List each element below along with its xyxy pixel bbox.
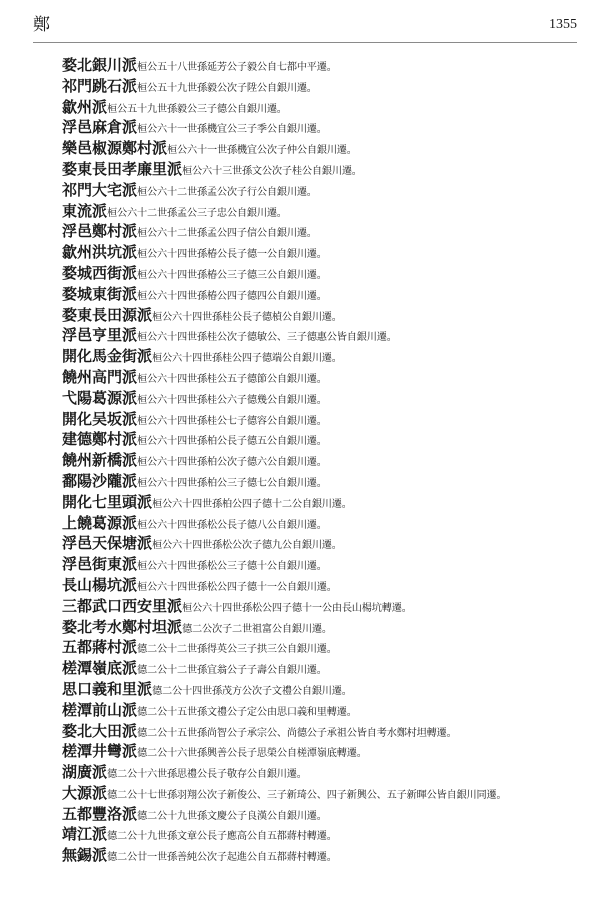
branch-origin-note: 桓公六十四世孫柏公次子德六公自銀川遷。 <box>137 457 327 469</box>
lineage-entry <box>62 429 582 450</box>
lineage-entry <box>62 700 582 721</box>
branch-origin-note: 桓公六十二世孫孟公三子忠公自銀川遷。 <box>107 207 287 219</box>
lineage-entry-list <box>62 55 582 866</box>
lineage-entry <box>62 617 582 638</box>
branch-origin-note: 德二公十二世孫宜翁公子子壽公自銀川遷。 <box>137 665 327 677</box>
branch-name: 建德鄭村派 <box>62 430 138 449</box>
branch-name: 饒州新橋派 <box>62 451 138 470</box>
lineage-entry <box>62 305 582 326</box>
lineage-entry <box>62 783 582 804</box>
branch-name: 樂邑椒源鄭村派 <box>62 139 168 158</box>
branch-name: 婺城西街派 <box>62 263 138 282</box>
branch-origin-note: 德二公十七世孫羽翔公次子新俊公、三子新琦公、四子新興公、五子新暉公皆自銀川同遷。 <box>107 789 507 801</box>
branch-origin-note: 桓公六十四世孫椿公三子德三公自銀川遷。 <box>137 269 327 281</box>
lineage-entry <box>62 575 582 596</box>
branch-origin-note: 德二公十九世孫文章公長子應高公自五都蔣村轉遷。 <box>107 831 337 843</box>
branch-origin-note: 桓公六十四世孫桂公七子德容公自銀川遷。 <box>137 415 327 427</box>
lineage-entry <box>62 741 582 762</box>
lineage-entry <box>62 284 582 305</box>
branch-name: 湖廣派 <box>62 763 108 782</box>
branch-name: 弋陽葛源派 <box>62 388 138 407</box>
branch-name: 東流派 <box>62 201 108 220</box>
lineage-entry <box>62 76 582 97</box>
branch-name: 三都武口西安里派 <box>62 596 183 615</box>
branch-origin-note: 桓公六十四世孫松公四子德十一公自銀川遷。 <box>137 581 337 593</box>
branch-name: 長山楊坑派 <box>62 575 138 594</box>
lineage-entry <box>62 242 582 263</box>
branch-origin-note: 桓公六十四世孫松公次子德九公自銀川遷。 <box>152 540 342 552</box>
branch-name: 浮邑鄭村派 <box>62 222 138 241</box>
lineage-entry <box>62 492 582 513</box>
branch-name: 上饒葛源派 <box>62 513 138 532</box>
branch-name: 婺城東街派 <box>62 284 138 303</box>
branch-origin-note: 德二公十六世孫思禮公長子敬存公自銀川遷。 <box>107 769 307 781</box>
branch-name: 開化吴坂派 <box>62 409 138 428</box>
lineage-entry <box>62 637 582 658</box>
branch-origin-note: 桓公六十四世孫桂公長子德楨公自銀川遷。 <box>152 311 342 323</box>
branch-origin-note: 桓公五十八世孫延芳公子毅公自七都中平遷。 <box>137 62 337 73</box>
branch-origin-note: 桓公六十四世孫柏公長子德五公自銀川遷。 <box>137 436 327 448</box>
lineage-entry <box>62 533 582 554</box>
lineage-entry <box>62 824 582 845</box>
branch-origin-note: 桓公六十二世孫孟公次子行公自銀川遷。 <box>137 186 317 198</box>
lineage-entry <box>62 180 582 201</box>
branch-name: 歙州洪坑派 <box>62 243 138 262</box>
branch-origin-note: 桓公六十四世孫桂公五子德節公自銀川遷。 <box>137 373 327 385</box>
branch-name: 五都蔣村派 <box>62 638 138 657</box>
branch-name: 開化馬金街派 <box>62 347 153 366</box>
lineage-entry <box>62 409 582 430</box>
branch-name: 鄱陽沙隴派 <box>62 471 138 490</box>
branch-name: 歙州派 <box>62 97 108 116</box>
branch-origin-note: 德二公十六世孫興善公長子思榮公自槎潭嶺底轉遷。 <box>137 748 367 760</box>
branch-origin-note: 桓公六十三世孫文公次子桂公自銀川遷。 <box>182 165 362 177</box>
branch-origin-note: 桓公六十四世孫松公四子德十一公由長山楊坑轉遷。 <box>182 602 412 614</box>
branch-origin-note: 德二公十九世孫文慶公子良漢公自銀川遷。 <box>137 810 327 822</box>
branch-origin-note: 桓公六十四世孫松公三子德十公自銀川遷。 <box>137 561 327 573</box>
branch-origin-note: 桓公五十九世孫毅公次子陞公自銀川遷。 <box>137 82 317 94</box>
branch-name: 思口義和里派 <box>62 679 153 698</box>
lineage-entry <box>62 367 582 388</box>
branch-origin-note: 德二公十二世孫得英公三子拱三公自銀川遷。 <box>137 644 337 656</box>
branch-name: 槎潭前山派 <box>62 700 138 719</box>
lineage-entry <box>62 221 582 242</box>
branch-name: 無錫派 <box>62 846 108 865</box>
lineage-entry <box>62 97 582 118</box>
branch-origin-note: 桓公六十四世孫椿公長子德一公自銀川遷。 <box>137 249 327 261</box>
branch-origin-note: 桓公六十四世孫桂公六子德幾公自銀川遷。 <box>137 394 327 406</box>
branch-name: 饒州高門派 <box>62 367 138 386</box>
branch-name: 婺北大田派 <box>62 721 138 740</box>
branch-origin-note: 桓公六十四世孫椿公四子德四公自銀川遷。 <box>137 290 327 302</box>
lineage-entry <box>62 263 582 284</box>
branch-name: 浮邑亨里派 <box>62 326 138 345</box>
header-title: 鄭 <box>33 15 50 35</box>
branch-name: 婺北考水鄭村坦派 <box>62 617 183 636</box>
lineage-entry <box>62 471 582 492</box>
branch-name: 五都豐洛派 <box>62 804 138 823</box>
branch-name: 大源派 <box>62 783 108 802</box>
branch-name: 祁門大宅派 <box>62 180 138 199</box>
running-header <box>33 12 577 43</box>
lineage-entry <box>62 201 582 222</box>
branch-origin-note: 桓公五十九世孫毅公三子德公自銀川遷。 <box>107 103 287 115</box>
branch-name: 槎潭井彎派 <box>62 742 138 761</box>
lineage-entry <box>62 138 582 159</box>
branch-name: 婺北銀川派 <box>62 56 138 74</box>
branch-name: 靖江派 <box>62 825 108 844</box>
branch-name: 浮邑街東派 <box>62 555 138 574</box>
branch-origin-note: 德二公廿一世孫善純公次子起進公自五都蔣村轉遷。 <box>107 852 337 864</box>
branch-name: 祁門跳石派 <box>62 76 138 95</box>
lineage-entry <box>62 845 582 866</box>
branch-origin-note: 桓公六十一世孫機宜公次子仲公自銀川遷。 <box>167 145 357 157</box>
branch-origin-note: 桓公六十一世孫機宜公三子季公自銀川遷。 <box>137 124 327 136</box>
branch-name: 槎潭嶺底派 <box>62 659 138 678</box>
branch-origin-note: 桓公六十二世孫孟公四子信公自銀川遷。 <box>137 228 317 240</box>
branch-name: 浮邑天保塘派 <box>62 534 153 553</box>
branch-origin-note: 桓公六十四世孫柏公三子德七公自銀川遷。 <box>137 477 327 489</box>
lineage-entry <box>62 55 582 76</box>
branch-name: 婺東長田源派 <box>62 305 153 324</box>
branch-origin-note: 德二公十五世孫尚智公子承宗公、尚德公子承祖公皆自考水鄭村坦轉遷。 <box>137 727 457 739</box>
branch-name: 浮邑麻倉派 <box>62 118 138 137</box>
lineage-entry <box>62 596 582 617</box>
lineage-entry <box>62 450 582 471</box>
lineage-entry <box>62 159 582 180</box>
lineage-entry <box>62 804 582 825</box>
branch-name: 開化七里頭派 <box>62 492 153 511</box>
branch-name: 婺東長田孝廉里派 <box>62 159 183 178</box>
lineage-entry <box>62 513 582 534</box>
branch-origin-note: 德二公十四世孫茂方公次子文禮公自銀川遷。 <box>152 685 352 697</box>
lineage-entry <box>62 762 582 783</box>
lineage-entry <box>62 658 582 679</box>
branch-origin-note: 桓公六十四世孫桂公次子德敏公、三子德惠公皆自銀川遷。 <box>137 332 397 344</box>
branch-origin-note: 桓公六十四世孫柏公四子德十二公自銀川遷。 <box>152 498 352 510</box>
lineage-entry <box>62 721 582 742</box>
page-number: 1355 <box>549 17 577 32</box>
lineage-entry <box>62 554 582 575</box>
branch-origin-note: 桓公六十四世孫松公長子德八公自銀川遷。 <box>137 519 327 531</box>
branch-origin-note: 德二公次子二世祖富公自銀川遷。 <box>182 623 332 635</box>
lineage-entry <box>62 388 582 409</box>
branch-origin-note: 德二公十五世孫文禮公子定公由思口義和里轉遷。 <box>137 706 357 718</box>
lineage-entry <box>62 679 582 700</box>
lineage-entry <box>62 325 582 346</box>
lineage-entry <box>62 346 582 367</box>
branch-origin-note: 桓公六十四世孫桂公四子德端公自銀川遷。 <box>152 353 342 365</box>
lineage-entry <box>62 117 582 138</box>
